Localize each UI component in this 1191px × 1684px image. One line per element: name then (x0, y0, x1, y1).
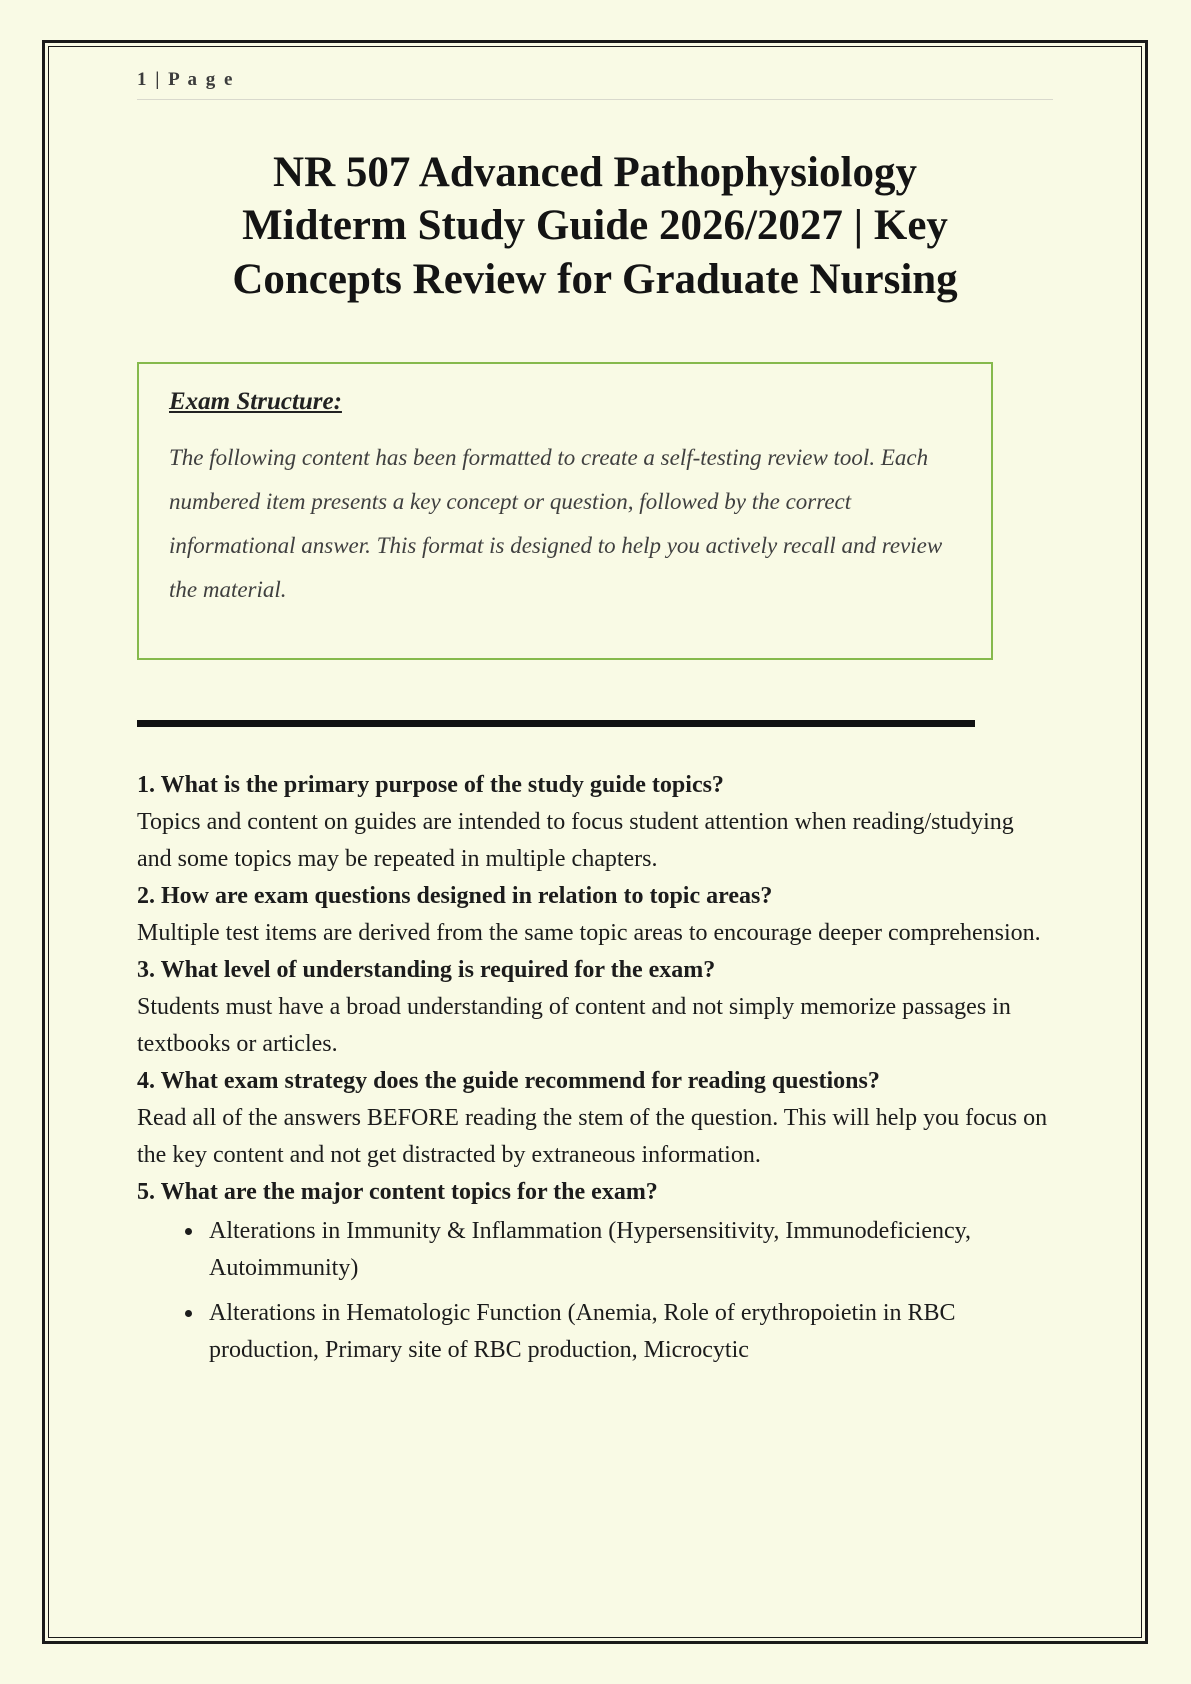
question-text: 5. What are the major content topics for the exam? (137, 1178, 658, 1205)
answer-text: Read all of the answers BEFORE reading the stem of the question. This will help you focus on the key content and not get distracted by extraneous information. (137, 1104, 1048, 1168)
qa-section (137, 767, 1053, 1369)
topic-bullet-item: • Alterations in Immunity & Inflammation (Hypersensitivity, Immunodeficiency, Autoimmunity) (205, 1213, 1053, 1287)
page-border-frame (42, 40, 1148, 1644)
qa-item-3 (137, 952, 1053, 1063)
qa-item-5 (137, 1174, 1053, 1369)
qa-item-2 (137, 878, 1053, 952)
document-title-line-2: Midterm Study Guide 2026/2027 | Key (242, 202, 948, 250)
question-text: 2. How are exam questions designed in relation to topic areas? (137, 882, 773, 909)
page-header (137, 69, 1053, 100)
qa-item-1 (137, 767, 1053, 878)
exam-structure-body: The following content has been formatted to create a self-testing review tool. Each numbered item presents a key concept or question, followed by the correct informational answer. This format is designed to help you actively recall and review the material. (169, 444, 943, 602)
document-title-line-3: Concepts Review for Graduate Nursing (232, 255, 958, 303)
section-divider-rule (137, 720, 975, 727)
qa-item-4 (137, 1063, 1053, 1174)
document-title (137, 146, 1053, 306)
question-text: 4. What exam strategy does the guide recommend for reading questions? (137, 1067, 880, 1094)
topic-bullet-list (137, 1213, 1053, 1369)
question-text: 3. What level of understanding is required for the exam? (137, 956, 716, 983)
answer-text: Students must have a broad understanding of content and not simply memorize passages in textbooks or articles. (137, 993, 1011, 1057)
exam-structure-heading: Exam Structure: (169, 387, 342, 415)
page-number-label: 1 | P a g e (137, 69, 235, 90)
page-content-area (48, 46, 1142, 1638)
exam-structure-box (137, 362, 993, 660)
question-text: 1. What is the primary purpose of the study guide topics? (137, 771, 724, 798)
answer-text: Multiple test items are derived from the same topic areas to encourage deeper comprehension. (137, 919, 1041, 946)
document-title-line-1: NR 507 Advanced Pathophysiology (273, 149, 917, 196)
topic-bullet-item: • Alterations in Hematologic Function (Anemia, Role of erythropoietin in RBC production, Primary site of RBC production, Microcytic (205, 1295, 1053, 1369)
answer-text: Topics and content on guides are intended to focus student attention when reading/studying and some topics may be repeated in multiple chapters. (137, 808, 1014, 872)
